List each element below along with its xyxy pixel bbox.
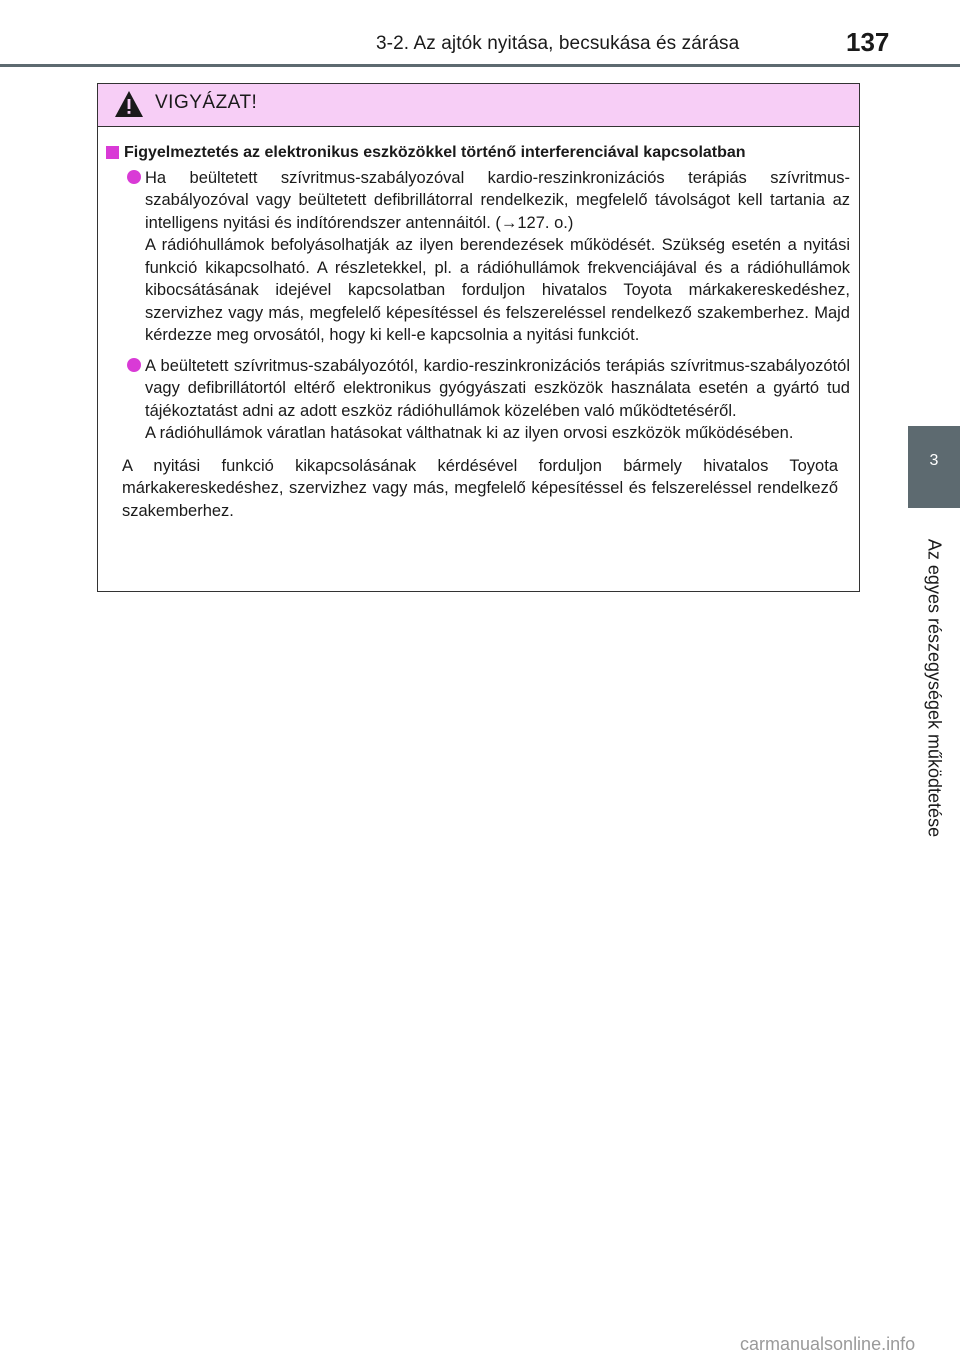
list-item-paragraph: A rádióhullámok váratlan hatásokat válthatnak ki az ilyen orvosi eszközök működésében. xyxy=(145,424,794,442)
list-item-paragraph: Ha beültetett szívritmus-szabályozóval kardio-reszinkronizációs terápiás szívritmus-szabályozóval vagy beültetett defibrillátorral rendelkezik, megfelelő távolságot kell tartania az intelligens nyitási és indítórendszer antennáitól. (→127. o.) xyxy=(145,168,850,232)
warning-title: VIGYÁZAT! xyxy=(155,92,258,113)
page-number: 137 xyxy=(846,27,890,57)
chapter-number: 3 xyxy=(929,452,939,469)
section-square-icon xyxy=(106,146,119,159)
warning-box xyxy=(97,83,860,592)
chapter-title: Az egyes részegységek működtetése xyxy=(924,538,945,838)
chapter-tab xyxy=(908,426,960,508)
watermark: carmanualsonline.info xyxy=(740,1334,916,1354)
list-item-paragraph: A rádióhullámok befolyásolhatják az ilyen berendezések működését. Szükség esetén a nyitási funkció kikapcsolható. A részletekkel, pl. a rádióhullámok frekvenciájával és a rádióhullámok kibocsátásának idejével kapcsolatban forduljon hivatalos Toyota márkakereskedéshez, szervizhez vagy más, megfelelő képesítéssel és felszereléssel rendelkező szakemberhez. Majd kérdezze meg orvosától, hogy ki kell-e kapcsolnia a nyitási funkciót. xyxy=(145,236,850,344)
list-item xyxy=(145,167,850,347)
list-item xyxy=(145,355,850,445)
header-divider xyxy=(0,64,960,67)
bullet-icon xyxy=(127,358,141,372)
section-heading-text: Figyelmeztetés az elektronikus eszközökkel történő interferenciával kapcsolatban xyxy=(124,144,746,161)
warning-body xyxy=(98,142,858,522)
section-title: 3-2. Az ajtók nyitása, becsukása és zárása xyxy=(376,33,740,54)
bullet-icon xyxy=(127,170,141,184)
warning-header xyxy=(98,84,859,127)
closing-paragraph: A nyitási funkció kikapcsolásának kérdésével forduljon bármely hivatalos Toyota márkakereskedéshez, szervizhez vagy más, megfelelő képesítéssel és felszereléssel rendelkező szakemberhez. xyxy=(122,456,838,520)
list-item-paragraph: A beültetett szívritmus-szabályozótól, kardio-reszinkronizációs terápiás szívritmus-szabályozótól vagy defibrillátortól eltérő elektronikus gyógyászati eszközök használata esetén a gyártó tud tájékoztatást adni az adott eszköz rádióhullámok közelében való működtetéséről. xyxy=(145,356,850,420)
section-heading xyxy=(98,142,858,165)
warning-triangle-icon xyxy=(114,90,144,118)
